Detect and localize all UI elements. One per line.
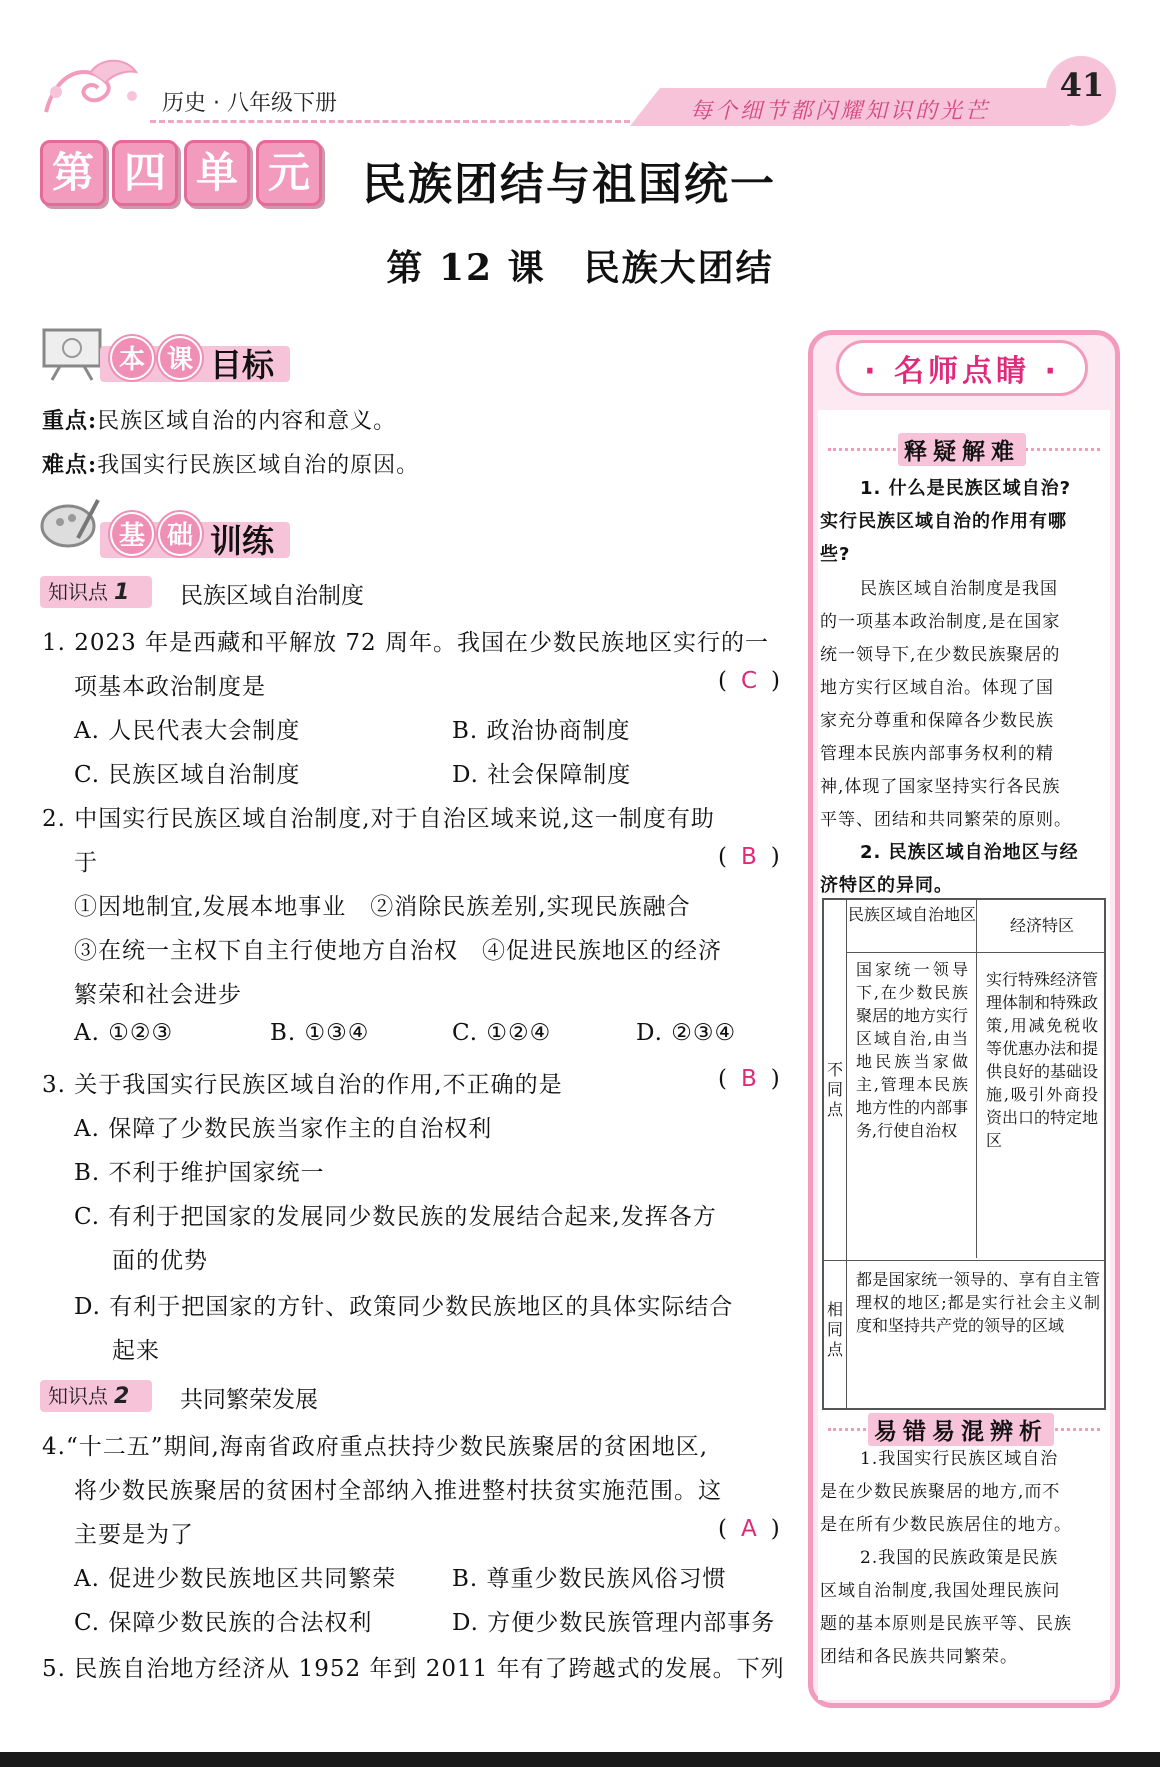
unit-char-3: 单 [184,140,250,206]
knowledge-point-title-2: 共同繁荣发展 [180,1387,318,1413]
knowledge-point-title-1: 民族区域自治制度 [180,583,364,609]
objectives-title: 目标 [210,346,275,384]
q2-stem-line1: 2. 中国实行民族区域自治制度,对于自治区域来说,这一制度有助 [42,806,715,832]
knowledge-point-badge-1: 知识点 1 [40,576,152,608]
q4-stem-line3: 主要是为了 [74,1522,194,1548]
training-title: 训练 [210,522,275,560]
objectives-bubble-2: 课 [158,336,202,380]
sidebar-a1-line8: 平等、团结和共同繁荣的原则。 [820,810,1072,830]
key-point: 重点:民族区域自治的内容和意义。 [42,408,397,434]
table-header-sez: 经济特区 [1009,916,1074,935]
sidebar-q2-line1: 2. 民族区域自治地区与经 [860,842,1079,863]
q4-option-c: C. 保障少数民族的合法权利 [74,1610,373,1636]
unit-char-2: 四 [112,140,178,206]
q2-answer: ( B ) [718,844,780,870]
q5-stem-line1: 5. 民族自治地方经济从 1952 年到 2011 年有了跨越式的发展。下列 [42,1656,785,1682]
sidebar-subheading-2: 易错易混辨析 [868,1413,1054,1446]
unit-char-1: 第 [40,140,106,206]
palette-icon [38,494,102,550]
sidebar-a1-line5: 家充分尊重和保障各少数民族 [820,711,1054,731]
header-subject: 历史 · 八年级下册 [162,91,337,116]
sidebar-a1-line1: 民族区域自治制度是我国 [860,579,1058,599]
q4-answer: ( A ) [718,1516,780,1542]
q2-statements-line1: ①因地制宜,发展本地事业 ②消除民族差别,实现民族融合 [74,894,691,920]
table-row-label-differences: 不同点 [826,1060,843,1119]
q3-option-c-line2: 面的优势 [112,1248,208,1274]
unit-title: 民族团结与祖国统一 [362,159,776,210]
sidebar-b1-line2: 是在少数民族聚居的地方,而不 [820,1482,1061,1502]
table-cell-autonomous-differences: 国家统一领导下,在少数民族聚居的地方实行区域自治,由当地民族当家做主,管理本民族地方性的内部事务,行使自治权 [856,960,969,1140]
q4-option-b: B. 尊重少数民族风俗习惯 [452,1566,727,1592]
q1-answer: ( C ) [718,668,781,694]
flourish-decoration [36,52,146,122]
q1-option-b: B. 政治协商制度 [452,718,631,744]
sidebar-b2-line3: 题的基本原则是民族平等、民族 [820,1614,1072,1634]
sidebar-q1-line1: 1. 什么是民族区域自治? [860,478,1072,499]
q1-option-a: A. 人民代表大会制度 [74,718,301,744]
training-bubble-1: 基 [110,512,154,556]
unit-char-4: 元 [256,140,322,206]
q1-stem-line1: 1. 2023 年是西藏和平解放 72 周年。我国在少数民族地区实行的一 [42,630,769,656]
q1-option-c: C. 民族区域自治制度 [74,762,301,788]
difficulty-point: 难点:我国实行民族区域自治的原因。 [42,452,420,478]
table-header-autonomous-region: 民族区域自治地区 [848,905,977,924]
table-row-label-similarities: 相同点 [826,1300,843,1359]
table-cell-sez-differences: 实行特殊经济管理体制和特殊政策,用减免税收等优惠办法和提供良好的基础设施,吸引外商投资出口的特定地区 [986,970,1099,1150]
q2-option-a: A. ①②③ [74,1020,174,1046]
table-cell-similarities: 都是国家统一领导的、享有自主管理权的地区;都是实行社会主义制度和坚持共产党的领导的区域 [856,1270,1100,1335]
q4-stem-line1: 4.“十二五”期间,海南省政府重点扶持少数民族聚居的贫困地区, [42,1434,709,1460]
sidebar-q1-line2: 实行民族区域自治的作用有哪 [820,511,1067,532]
q3-option-d-line1: D. 有利于把国家的方针、政策同少数民族地区的具体实际结合 [74,1294,734,1320]
sidebar-b2-line4: 团结和各民族共同繁荣。 [820,1647,1018,1667]
lesson-title: 第 12 课 民族大团结 [386,247,774,289]
sidebar-b1-line1: 1.我国实行民族区域自治 [860,1449,1059,1469]
q1-stem-line2: 项基本政治制度是 [74,674,266,700]
q1-option-d: D. 社会保障制度 [452,762,632,788]
sidebar-a1-line2: 的一项基本政治制度,是在国家 [820,612,1061,632]
q2-option-b: B. ①③④ [270,1020,370,1046]
q2-statements-line2: ③在统一主权下自主行使地方自治权 ④促进民族地区的经济 [74,938,722,964]
q2-option-c: C. ①②④ [452,1020,552,1046]
sidebar-a1-line7: 神,体现了国家坚持实行各民族 [820,777,1061,797]
sidebar-a1-line3: 统一领导下,在少数民族聚居的 [820,645,1061,665]
sidebar-b1-line3: 是在所有少数民族居住的地方。 [820,1515,1072,1535]
header-slogan: 每个细节都闪耀知识的光芒 [690,99,991,124]
q3-stem: 3. 关于我国实行民族区域自治的作用,不正确的是 [42,1072,563,1098]
sidebar-b2-line1: 2.我国的民族政策是民族 [860,1548,1059,1568]
sidebar-q2-line2: 济特区的异同。 [820,875,953,896]
q2-stem-line2: 于 [74,850,98,876]
page-number: 41 [1059,66,1105,104]
knowledge-point-badge-2: 知识点 2 [40,1380,152,1412]
q3-option-b: B. 不利于维护国家统一 [74,1160,325,1186]
q4-stem-line2: 将少数民族聚居的贫困村全部纳入推进整村扶贫实施范围。这 [74,1478,722,1504]
bottom-edge [0,1752,1160,1767]
sidebar-subheading-1: 释疑解难 [898,433,1026,466]
q3-option-c-line1: C. 有利于把国家的发展同少数民族的发展结合起来,发挥各方 [74,1204,717,1230]
sidebar-b2-line2: 区域自治制度,我国处理民族问 [820,1581,1061,1601]
header-divider [150,120,630,123]
sidebar-header: · 名师点睛 · [864,354,1060,389]
sidebar-a1-line6: 管理本民族内部事务权利的精 [820,744,1054,764]
sidebar-a1-line4: 地方实行区域自治。体现了国 [820,678,1054,698]
q3-answer: ( B ) [718,1066,780,1092]
q4-option-a: A. 促进少数民族地区共同繁荣 [74,1566,397,1592]
easel-icon [40,326,104,382]
q3-option-d-line2: 起来 [112,1338,160,1364]
training-bubble-2: 础 [158,512,202,556]
sidebar-q1-line3: 些? [820,544,851,565]
objectives-bubble-1: 本 [110,336,154,380]
q3-option-a: A. 保障了少数民族当家作主的自治权利 [74,1116,493,1142]
q4-option-d: D. 方便少数民族管理内部事务 [452,1610,776,1636]
q2-option-d: D. ②③④ [636,1020,737,1046]
comparison-table [822,898,1106,1410]
q2-statements-line3: 繁荣和社会进步 [74,982,242,1008]
